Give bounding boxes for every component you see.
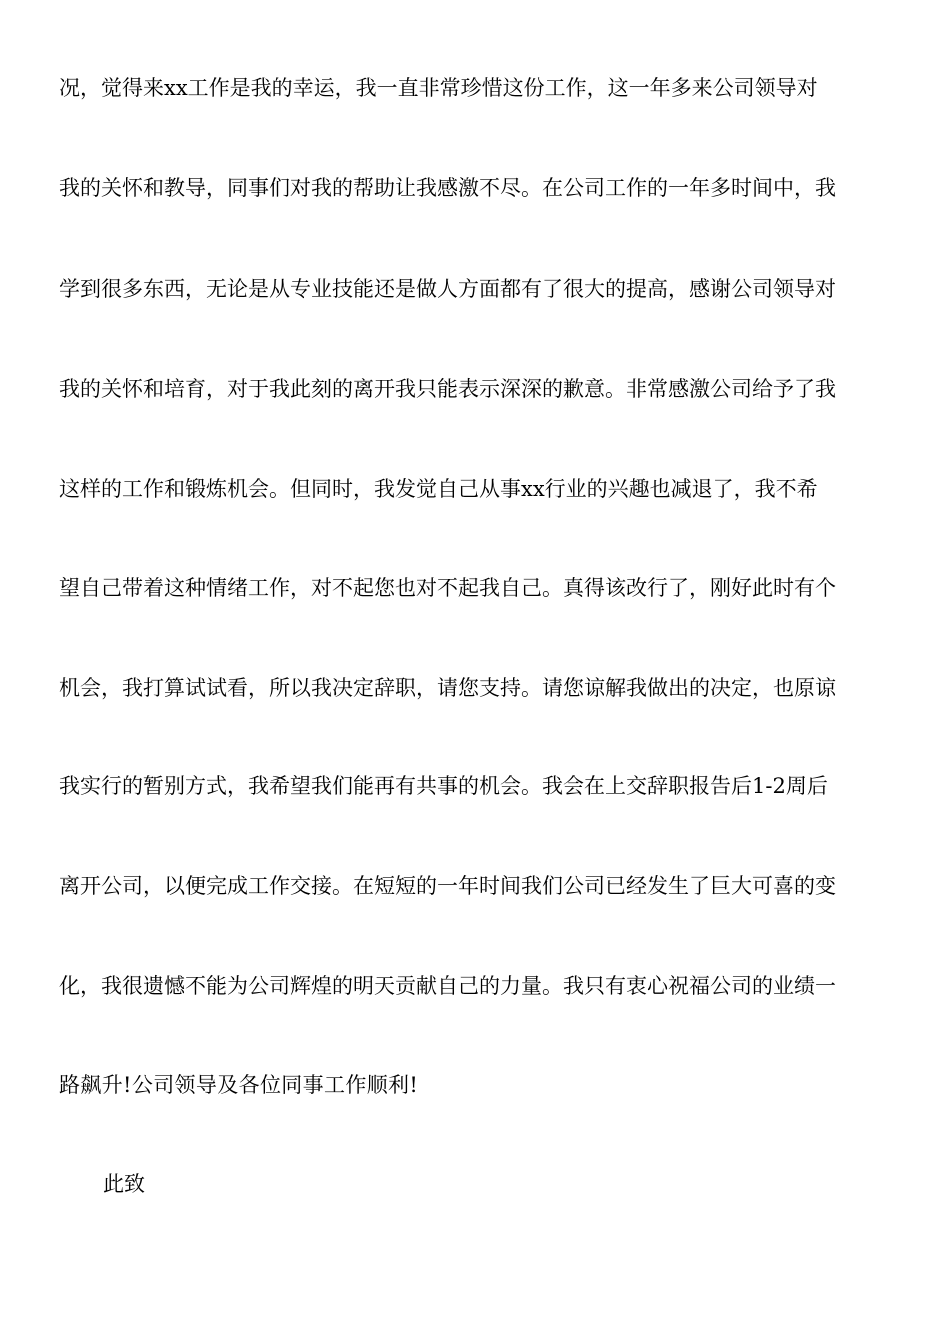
body-line-4: 我的关怀和培育，对于我此刻的离开我只能表示深深的歉意。非常感激公司给予了我 xyxy=(59,377,836,401)
body-line-2: 我的关怀和教导，同事们对我的帮助让我感激不尽。在公司工作的一年多时间中，我 xyxy=(59,176,836,200)
body-line-6: 望自己带着这种情绪工作，对不起您也对不起我自己。真得该改行了，刚好此时有个 xyxy=(59,576,836,600)
body-line-10: 化，我很遗憾不能为公司辉煌的明天贡献自己的力量。我只有衷心祝福公司的业绩一 xyxy=(59,974,836,998)
body-line-5: 这样的工作和锻炼机会。但同时，我发觉自己从事xx行业的兴趣也减退了，我不希 xyxy=(59,477,818,501)
body-line-9: 离开公司，以便完成工作交接。在短短的一年时间我们公司已经发生了巨大可喜的变 xyxy=(59,874,836,898)
body-line-8: 我实行的暂别方式，我希望我们能再有共事的机会。我会在上交辞职报告后1-2周后 xyxy=(59,774,828,798)
body-line-11: 路飙升!公司领导及各位同事工作顺利! xyxy=(59,1073,419,1097)
closing-salutation: 此致 xyxy=(103,1172,145,1196)
body-line-7: 机会，我打算试试看，所以我决定辞职，请您支持。请您谅解我做出的决定，也原谅 xyxy=(59,676,836,700)
body-line-1: 况，觉得来xx工作是我的幸运，我一直非常珍惜这份工作，这一年多来公司领导对 xyxy=(59,76,818,100)
body-line-3: 学到很多东西，无论是从专业技能还是做人方面都有了很大的提高，感谢公司领导对 xyxy=(59,277,836,301)
